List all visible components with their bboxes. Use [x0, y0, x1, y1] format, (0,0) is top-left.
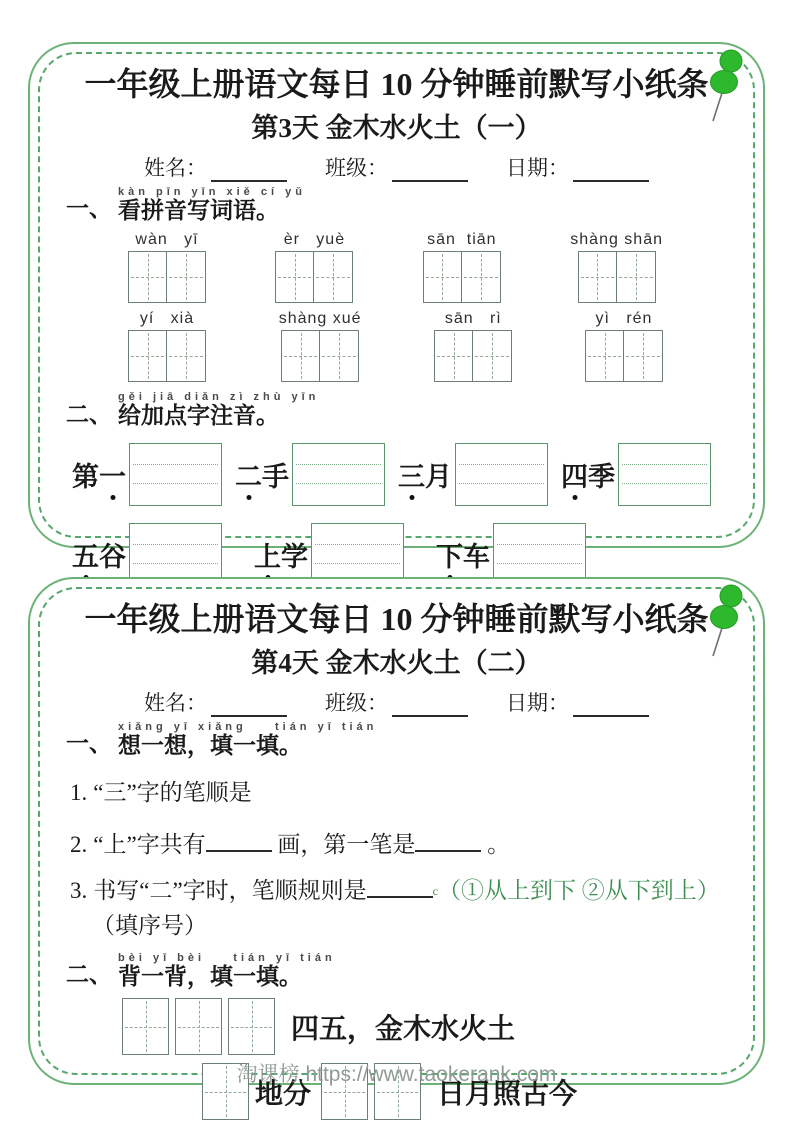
tianzige-grid: [279, 330, 362, 382]
tianzige-box: [122, 998, 169, 1055]
annotate-item: [235, 443, 385, 506]
question-1: [70, 775, 727, 811]
target-word: 五谷: [72, 535, 126, 574]
date-label: 日期：: [506, 690, 569, 715]
date-blank: [573, 159, 649, 182]
dotted-char: 一: [99, 455, 126, 494]
target-word: 四季: [561, 455, 615, 494]
tianzige-cell: [128, 251, 167, 303]
date-blank: [573, 694, 649, 717]
class-field: [325, 152, 468, 182]
rhyme-text: 地分: [255, 1078, 312, 1110]
meta-row: [66, 152, 727, 182]
word-grid-group: [275, 231, 353, 303]
dotted-char: 上: [254, 535, 281, 574]
tianzige-grid: [423, 251, 501, 303]
worksheet-subtitle: 第4天 金木水火土（二）: [251, 647, 542, 678]
question-text: 书写“二”字时，笔顺规则是: [93, 877, 367, 903]
grid-pinyin-label: sān tiān: [427, 231, 497, 249]
question-text: “上”字共有: [93, 831, 206, 857]
section2-number: 二、: [66, 401, 112, 427]
answer-blank: [415, 827, 481, 852]
annotate-item: [398, 443, 548, 506]
pinyin-grid-row-1: [66, 231, 727, 303]
question-text: “三”字的笔顺是: [93, 780, 252, 806]
tianzige-cell: [585, 330, 624, 382]
tianzige-cell: [617, 251, 656, 303]
target-word: 三月: [398, 455, 452, 494]
tianzige-box: [175, 998, 222, 1055]
date-label: 日期：: [506, 155, 569, 180]
tianzige-cell: [128, 330, 167, 382]
answer-options-green: （①从上到下 ②从下到上）: [438, 877, 720, 903]
card-dashed-border: [38, 587, 755, 1110]
dotted-char: 四: [561, 455, 588, 494]
word-grid-group: [128, 231, 206, 303]
section2-title: 背一背，填一填。: [118, 963, 302, 989]
tianzige-cell: [167, 251, 206, 303]
question-text: 。: [481, 831, 511, 857]
section1-heading: [66, 721, 727, 760]
dotted-char: 二: [235, 455, 262, 494]
tianzige-cell: [434, 330, 473, 382]
rhyme-text: 四五，金木水火土: [291, 1013, 516, 1045]
class-field: [325, 687, 468, 717]
word-grid-group: [434, 310, 512, 382]
tianzige-box: [228, 998, 275, 1055]
tianzige-grid: [128, 330, 206, 382]
grid-pinyin-label: yí xià: [139, 310, 195, 328]
tianzige-cell: [624, 330, 663, 382]
pinyin-answer-box: [618, 443, 711, 506]
tianzige-cell: [167, 330, 206, 382]
dotted-char: 五: [72, 535, 99, 574]
grid-pinyin-label: sān rì: [444, 310, 502, 328]
question-3: [70, 873, 727, 944]
tianzige-cell: [578, 251, 617, 303]
pinyin-answer-box: [455, 443, 548, 506]
dotted-char: 三: [398, 455, 425, 494]
tianzige-cell: [275, 251, 314, 303]
tianzige-grid: [434, 330, 512, 382]
grid-pinyin-label: yì rén: [595, 310, 653, 328]
section1-pinyin: kàn pīn yīn xiě cí yǔ: [118, 185, 306, 198]
pinyin-answer-box: [292, 443, 385, 506]
pushpin-icon: [703, 48, 749, 128]
tianzige-grid: [275, 251, 353, 303]
section2-pinyin: gěi jiā diǎn zì zhù yīn: [118, 391, 320, 404]
tianzige-cell: [473, 330, 512, 382]
tianzige-cell: [423, 251, 462, 303]
section1-heading: [66, 186, 727, 225]
section1-pinyin: xiǎng yī xiǎng tián yī tián: [118, 720, 378, 733]
section1-number: 一、: [66, 196, 112, 222]
grid-pinyin-label: èr yuè: [283, 231, 346, 249]
word-grid-group: [585, 310, 663, 382]
name-field: [144, 687, 287, 717]
section2-heading: [66, 391, 727, 430]
question-number: 3.: [70, 877, 88, 903]
section1-title: 看拼音写词语。: [118, 197, 279, 223]
section2-pinyin: bèi yī bèi tián yī tián: [118, 951, 336, 964]
target-word: 第一: [72, 455, 126, 494]
question-text: 画，第一笔是: [271, 831, 416, 857]
recite-fill-row-1: [66, 998, 727, 1055]
grid-pinyin-label: wàn yī: [135, 231, 199, 249]
target-word: 下车: [436, 535, 490, 574]
tianzige-cell: [314, 251, 353, 303]
date-field: [506, 152, 649, 182]
worksheet-subtitle: 第3天 金木水火土（一）: [251, 112, 542, 143]
name-label: 姓名：: [144, 690, 207, 715]
section1-title: 想一想，填一填。: [118, 732, 302, 758]
word-grid-group: [570, 231, 663, 303]
question-2: [70, 827, 727, 863]
tianzige-cell: [281, 330, 320, 382]
class-label: 班级：: [325, 690, 388, 715]
target-word: 上学: [254, 535, 308, 574]
word-grid-group: [423, 231, 501, 303]
grid-pinyin-label: shàng shān: [570, 231, 663, 249]
pinyin-grid-row-2: [66, 310, 727, 382]
section2-heading: [66, 952, 727, 991]
name-blank: [211, 159, 287, 182]
section2-title: 给加点字注音。: [118, 403, 279, 429]
watermark-footer: 淘课榜 https://www.taokerank.com: [236, 1063, 557, 1086]
pushpin-icon: [703, 583, 749, 663]
target-word: 二手: [235, 455, 289, 494]
worksheet-title: 一年级上册语文每日 10 分钟睡前默写小纸条: [84, 66, 709, 102]
dotted-char: 下: [436, 535, 463, 574]
tianzige-grid: [585, 330, 663, 382]
answer-blank: [367, 873, 433, 898]
annotate-row-1: [66, 443, 727, 506]
section2-number: 二、: [66, 962, 112, 988]
worksheet-card-day3: [28, 42, 765, 572]
name-label: 姓名：: [144, 155, 207, 180]
question-number: 2.: [70, 831, 88, 857]
tianzige-grid: [128, 251, 206, 303]
date-field: [506, 687, 649, 717]
question-number: 1.: [70, 780, 88, 806]
card-dashed-border: [38, 52, 755, 572]
meta-row: [66, 687, 727, 717]
stray-mark: c: [432, 883, 438, 898]
tianzige-cell: [320, 330, 359, 382]
pinyin-answer-box: [129, 443, 222, 506]
answer-blank: [206, 827, 272, 852]
name-field: [144, 152, 287, 182]
tianzige-grid: [570, 251, 663, 303]
word-grid-group: [128, 310, 206, 382]
worksheet-title: 一年级上册语文每日 10 分钟睡前默写小纸条: [84, 601, 709, 637]
word-grid-group: [279, 310, 362, 382]
annotate-item: [561, 443, 711, 506]
class-blank: [392, 694, 468, 717]
class-label: 班级：: [325, 155, 388, 180]
rhyme-text: 日月照古今: [437, 1078, 578, 1110]
worksheet-card-day4: [28, 577, 765, 1110]
question-text: （填序号）: [92, 913, 207, 939]
annotate-item: [72, 443, 222, 506]
name-blank: [211, 694, 287, 717]
tianzige-cell: [462, 251, 501, 303]
class-blank: [392, 159, 468, 182]
grid-pinyin-label: shàng xué: [278, 310, 362, 328]
section1-number: 一、: [66, 731, 112, 757]
